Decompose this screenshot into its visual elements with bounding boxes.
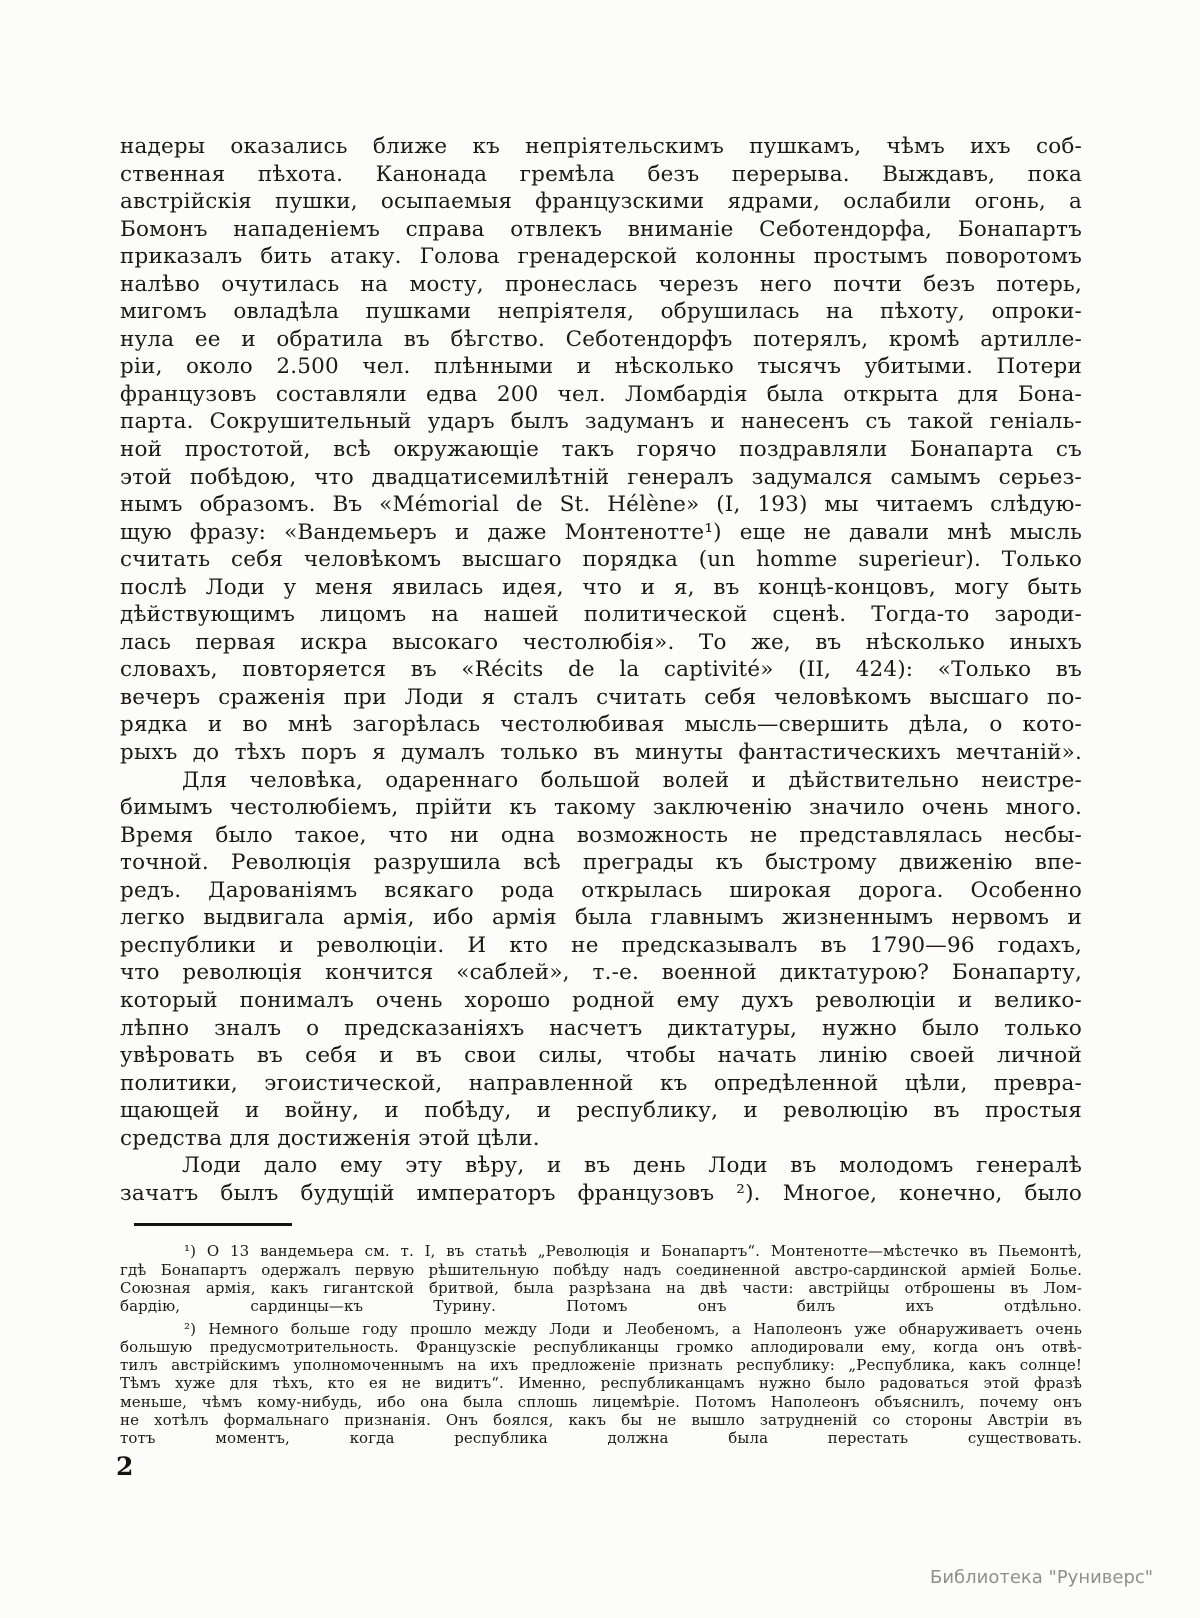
library-watermark: Библиотека "Руниверс": [930, 1567, 1154, 1588]
text-line: налѣво очутилась на мосту, пронеслась черезъ него почти безъ потерь,: [120, 271, 1082, 297]
paragraph: [120, 1152, 1082, 1207]
text-line: щую фразу: «Вандемьеръ и даже Монтенотте¹) еще не давали мнѣ мысль: [120, 519, 1082, 545]
paragraph: [120, 767, 1082, 1153]
text-line: Для человѣка, одареннаго большой волей и дѣйствительно неистре-: [182, 767, 1082, 793]
text-line: тилъ австрійскимъ уполномоченнымъ на ихъ предложеніе признать республику: „Республика, какъ солнце!: [120, 1356, 1082, 1375]
text-line: приказалъ бить атаку. Голова гренадерской колонны простымъ поворотомъ: [120, 244, 1082, 270]
text-line: мигомъ овладѣла пушками непріятеля, обрушилась на пѣхоту, опроки-: [120, 299, 1082, 325]
text-line: лась первая искра высокаго честолюбія». То же, въ нѣсколько иныхъ: [120, 629, 1082, 655]
text-line: Лоди дало ему эту вѣру, и въ день Лоди въ молодомъ генералѣ: [182, 1153, 1082, 1179]
main-text: [120, 133, 1082, 1207]
text-line: что революція кончится «саблей», т.-е. военной диктатурою? Бонапарту,: [120, 960, 1082, 986]
page-number: 2: [116, 1452, 134, 1481]
text-line: ственная пѣхота. Канонада гремѣла безъ перерыва. Выждавъ, пока: [120, 161, 1082, 187]
text-line: бимымъ честолюбіемъ, прійти къ такому заключенію значило очень много.: [120, 795, 1082, 821]
text-line: ²) Немного больше году прошло между Лоди и Леобеномъ, а Наполеонъ уже обнаруживаетъ очень: [184, 1319, 1082, 1338]
text-line: рядка и во мнѣ загорѣлась честолюбивая мысль—свершить дѣла, о кото-: [120, 712, 1082, 738]
text-line: лѣпно зналъ о предсказаніяхъ насчетъ диктатуры, нужно было только: [120, 1015, 1082, 1041]
text-line: меньше, чѣмъ кому-нибудь, ибо она была сплошь лицемѣріе. Потомъ Наполеонъ объяснилъ, почему онъ: [120, 1392, 1082, 1411]
text-column: [120, 133, 1082, 1448]
footnote-divider: [134, 1223, 292, 1226]
text-line: который понималъ очень хорошо родной ему духъ революціи и велико-: [120, 987, 1082, 1013]
text-line: Союзная армія, какъ гигантской бритвой, была разрѣзана на двѣ части: австрійцы отброшены въ Лом-: [120, 1278, 1082, 1297]
text-line: Тѣмъ хуже для тѣхъ, кто ея не видитъ“. Именно, республиканцамъ нужно было радоваться этой фразѣ: [120, 1374, 1082, 1393]
text-line: щающей и войну, и побѣду, и республику, и революцію въ простыя: [120, 1098, 1082, 1124]
text-line: не хотѣлъ формальнаго признанія. Онъ боялся, какъ бы не вышло затрудненій со стороны Австріи въ: [120, 1411, 1082, 1429]
text-line: австрійскія пушки, осыпаемыя французскими ядрами, ослабили огонь, а: [120, 189, 1082, 215]
text-line: Бомонъ нападеніемъ справа отвлекъ вниманіе Себотендорфа, Бонапартъ: [120, 216, 1082, 242]
text-line: словахъ, повторяется въ «Récits de la captivité» (II, 424): «Только въ: [120, 657, 1082, 683]
text-line: ной простотой, всѣ окружающіе такъ горячо поздравляли Бонапарта съ: [120, 437, 1082, 463]
text-line: рыхъ до тѣхъ поръ я думалъ только въ минуты фантастическихъ мечтаній».: [120, 740, 1082, 766]
text-line: гдѣ Бонапартъ одержалъ первую рѣшительную побѣду надъ соединенной австро-сардинской арміей Болье.: [120, 1260, 1082, 1279]
text-line: Время было такое, что ни одна возможность не представлялась несбы-: [120, 822, 1082, 848]
text-line: нула ее и обратила въ бѣгство. Себотендорфъ потерялъ, кромѣ артилле-: [120, 326, 1082, 352]
text-line: большую предусмотрительность. Французскіе республиканцы громко аплодировали ему, когда онъ отвѣ-: [120, 1337, 1082, 1356]
paragraph: [120, 133, 1082, 767]
text-line: дѣйствующимъ лицомъ на нашей политической сценѣ. Тогда-то зароди-: [120, 602, 1082, 628]
text-line: французовъ составляли едва 200 чел. Ломбардія была открыта для Бона-: [120, 381, 1082, 407]
text-line: нымъ образомъ. Въ «Mémorial de St. Hélène» (I, 193) мы читаемъ слѣдую-: [120, 492, 1082, 518]
paragraph: [120, 1242, 1082, 1315]
text-line: точной. Революція разрушила всѣ преграды къ быстрому движенію впе-: [120, 850, 1082, 876]
text-line: послѣ Лоди у меня явилась идея, что и я, въ концѣ-концовъ, могу быть: [120, 574, 1082, 600]
text-line: ¹) О 13 вандемьера см. т. I, въ статьѣ „Революція и Бонапартъ“. Монтенотте—мѣстечко въ Пьемонтѣ,: [184, 1242, 1082, 1261]
text-line: редъ. Дарованіямъ всякаго рода открылась широкая дорога. Особенно: [120, 877, 1082, 903]
text-line: считать себя человѣкомъ высшаго порядка (un homme superieur). Только: [120, 547, 1082, 573]
text-line: этой побѣдою, что двадцатисемилѣтній генералъ задумался самымъ серьез-: [120, 464, 1082, 490]
text-line: легко выдвигала армія, ибо армія была главнымъ жизненнымъ нервомъ и: [120, 905, 1082, 931]
text-line: ріи, около 2.500 чел. плѣнными и нѣсколько тысячъ убитыми. Потери: [120, 354, 1082, 380]
text-line: вечеръ сраженія при Лоди я сталъ считать себя человѣкомъ высшаго по-: [120, 684, 1082, 710]
text-line: парта. Сокрушительный ударъ былъ задуманъ и нанесенъ съ такой геніаль-: [120, 409, 1082, 435]
text-line: тотъ моментъ, когда республика должна была перестать существовать.: [120, 1429, 1082, 1448]
text-line: бардію, сардинцы—къ Турину. Потомъ онъ билъ ихъ отдѣльно.: [120, 1297, 1082, 1316]
text-line: политики, эгоистической, направленной къ опредѣленной цѣли, превра-: [120, 1070, 1082, 1096]
text-line: увѣровать въ себя и въ свои силы, чтобы начать линію своей личной: [120, 1043, 1082, 1069]
text-line: надеры оказались ближе къ непріятельскимъ пушкамъ, чѣмъ ихъ соб-: [120, 134, 1082, 159]
footnotes: [120, 1242, 1082, 1447]
text-line: зачатъ былъ будущій императоръ французовъ ²). Многое, конечно, было: [120, 1180, 1082, 1206]
text-line: республики и революціи. И кто не предсказывалъ въ 1790—96 годахъ,: [120, 932, 1082, 958]
paragraph: [120, 1320, 1082, 1448]
text-line: средства для достиженія этой цѣли.: [120, 1125, 540, 1151]
